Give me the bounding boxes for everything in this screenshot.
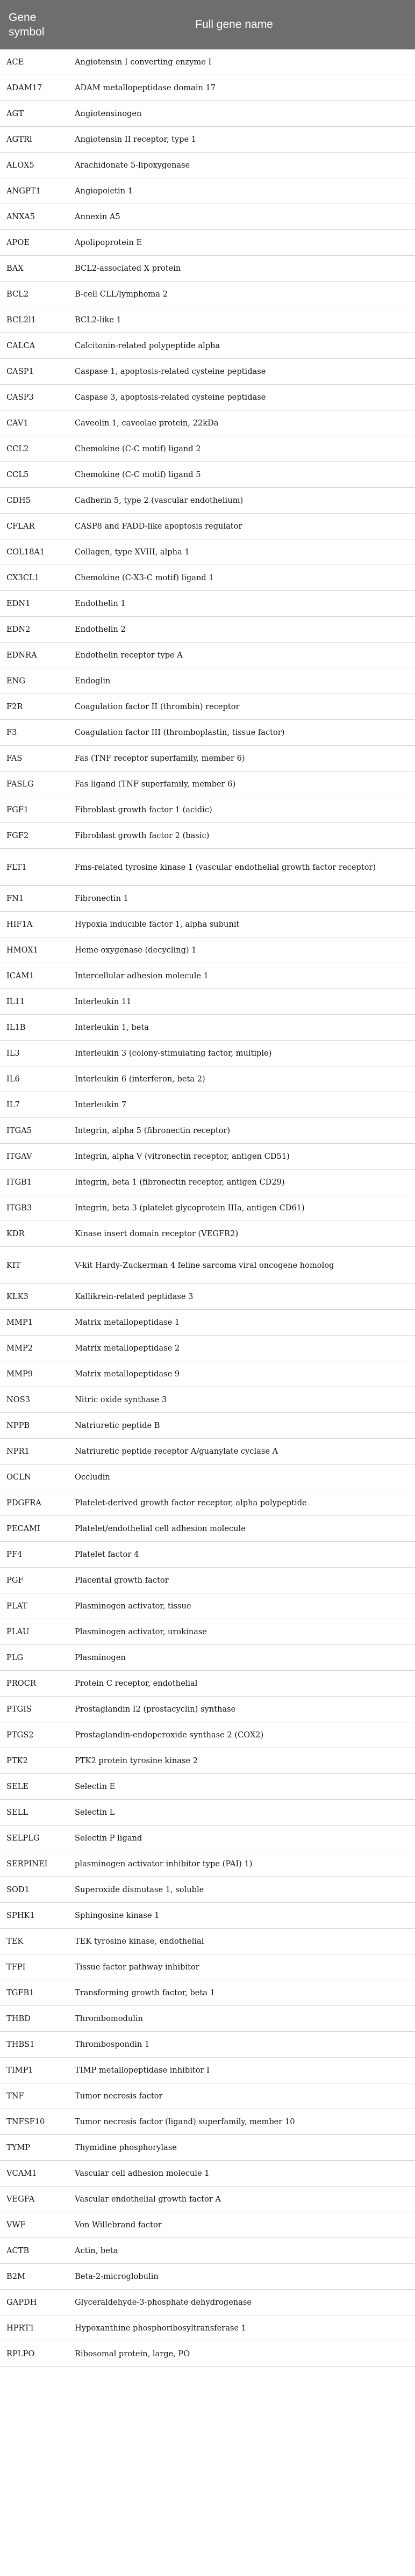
gene-name-cell: Chemokine (C-C motif) ligand 5 [75,470,201,479]
gene-name-cell: Occludin [75,1473,110,1482]
table-row [0,1877,415,1903]
gene-name-cell: ADAM metallopeptidase domain 17 [75,83,216,92]
header-gene-symbol: Gene symbol [9,11,45,38]
gene-name-cell: BCL2-like 1 [75,315,121,324]
table-row [0,797,415,823]
gene-symbol-cell: THBS1 [6,2040,35,2049]
gene-symbol-cell: FN1 [6,894,24,903]
gene-symbol-cell: KLK3 [6,1292,28,1301]
gene-name-cell: Cadherin 5, type 2 (vascular endothelium) [75,496,244,505]
table-row [0,101,415,127]
gene-name-cell: Interleukin 11 [75,997,132,1006]
table-row [0,2058,415,2083]
table-row [0,1619,415,1645]
table-row [0,617,415,643]
gene-name-cell: Thrombospondin 1 [75,2040,150,2049]
gene-symbol-cell: TFPI [6,1962,26,1972]
gene-symbol-cell: TNFSF10 [6,2117,45,2126]
table-row [0,2315,415,2341]
table-row [0,178,415,204]
gene-name-cell: Sphingosine kinase 1 [75,1911,160,1920]
gene-name-cell: Platelet/endothelial cell adhesion molecule [75,1524,246,1533]
table-row [0,1800,415,1825]
gene-symbol-cell: PDGFRA [6,1498,41,1507]
table-row [0,1015,415,1041]
gene-name-cell: Fas ligand (TNF superfamily, member 6) [75,780,236,789]
table-row [0,359,415,385]
table-row [0,1851,415,1877]
table-row [0,1490,415,1516]
gene-name-cell: Hypoxanthine phosphoribosyltransferase 1 [75,2324,246,2333]
gene-name-cell: Natriuretic peptide B [75,1421,160,1430]
table-row [0,2032,415,2058]
table-row [0,1464,415,1490]
table-row [0,436,415,462]
table-row [0,1387,415,1413]
gene-symbol-cell: TYMP [6,2143,31,2152]
table-row [0,1195,415,1221]
table-row [0,1361,415,1387]
gene-name-cell: Prostaglandin I2 (prostacyclin) synthase [75,1705,236,1714]
table-row [0,1170,415,1195]
table-row [0,539,415,565]
table-row [0,1929,415,1954]
gene-name-cell: Integrin, alpha 5 (fibronectin receptor) [75,1126,231,1135]
gene-symbol-cell: ACTB [6,2246,30,2255]
gene-name-cell: Ribosomal protein, large, PO [75,2349,190,2358]
gene-symbol-cell: MMP9 [6,1369,33,1379]
gene-symbol-cell: HPRT1 [6,2324,35,2333]
gene-symbol-cell: THBD [6,2014,31,2023]
table-row [0,462,415,488]
gene-name-cell: CASP8 and FADD-like apoptosis regulator [75,522,242,531]
gene-symbol-cell: PTGS2 [6,1730,34,1740]
table-row [0,230,415,256]
table-row [0,1980,415,2006]
gene-name-cell: Calcitonin-related polypeptide alpha [75,341,220,350]
gene-symbol-cell: AGT [6,109,24,118]
gene-name-cell: Interleukin 7 [75,1100,127,1109]
gene-symbol-cell: VCAM1 [6,2169,37,2178]
gene-name-cell: Fibroblast growth factor 1 (acidic) [75,805,212,814]
gene-name-cell: Actin, beta [75,2246,118,2255]
table-row [0,514,415,539]
gene-symbol-cell: MMP2 [6,1344,33,1353]
table-row [0,307,415,333]
gene-name-cell: Interleukin 3 (colony-stimulating factor, multiple) [75,1049,272,1058]
gene-symbol-cell: PECAMI [6,1524,40,1533]
gene-name-cell: Caveolin 1, caveolae protein, 22kDa [75,418,219,428]
gene-name-cell: Collagen, type XVIII, alpha 1 [75,547,190,557]
gene-symbol-cell: FGF1 [6,805,29,814]
table-row [0,1041,415,1066]
gene-symbol-cell: ITGB1 [6,1178,32,1187]
gene-name-cell: Platelet-derived growth factor receptor, alpha polypeptide [75,1498,307,1507]
gene-name-cell: Chemokine (C-X3-C motif) ligand 1 [75,573,214,582]
gene-symbol-cell: CASP3 [6,393,34,402]
gene-name-cell: Caspase 1, apoptosis-related cysteine peptidase [75,367,266,376]
table-row [0,668,415,694]
table-row [0,127,415,153]
gene-symbol-cell: FAS [6,754,23,763]
table-row [0,720,415,746]
table-row [0,989,415,1015]
table-row [0,963,415,989]
gene-symbol-cell: PGF [6,1576,24,1585]
table-row [0,746,415,771]
gene-name-cell: Endothelin 1 [75,599,126,608]
gene-symbol-cell: TIMP1 [6,2066,33,2075]
gene-name-cell: Fms-related tyrosine kinase 1 (vascular endothelial growth factor receptor) [75,862,376,872]
table-row [0,937,415,963]
gene-symbol-cell: TNF [6,2091,24,2101]
gene-name-cell: Interleukin 1, beta [75,1023,149,1032]
gene-symbol-cell: PTGIS [6,1705,32,1714]
gene-name-cell: Protein C receptor, endothelial [75,1679,198,1688]
gene-name-cell: Endoglin [75,676,111,686]
gene-name-cell: Nitric oxide synthase 3 [75,1395,167,1404]
gene-symbol-cell: BCL2l1 [6,315,37,324]
gene-symbol-cell: BCL2 [6,290,29,299]
gene-symbol-cell: ICAM1 [6,971,34,980]
gene-symbol-cell: CALCA [6,341,35,350]
table-row [0,1825,415,1851]
gene-name-cell: Plasminogen activator, tissue [75,1601,191,1611]
gene-symbol-cell: HIF1A [6,920,33,929]
gene-symbol-cell: TEK [6,1937,24,1946]
table-row [0,1336,415,1361]
table-header [0,0,415,49]
gene-symbol-cell: IL3 [6,1049,20,1058]
gene-name-cell: Fibronectin 1 [75,894,128,903]
gene-name-cell: Angiotensin II receptor, type 1 [75,135,197,144]
gene-name-cell: Endothelin 2 [75,625,126,634]
table-row [0,1645,415,1671]
gene-symbol-cell: AGTRl [6,135,32,144]
gene-name-cell: Heme oxygenase (decycling) 1 [75,946,197,955]
table-row [0,2006,415,2032]
table-row [0,823,415,849]
table-row [0,2135,415,2161]
gene-symbol-cell: SERPINEI [6,1859,48,1868]
gene-name-cell: TIMP metallopeptidase inhibitor I [75,2066,210,2075]
table-row [0,694,415,720]
table-row [0,2083,415,2109]
gene-symbol-cell: PLG [6,1653,24,1662]
table-row [0,2187,415,2212]
gene-name-cell: plasminogen activator inhibitor type (PAI) 1) [75,1859,253,1868]
table-row [0,771,415,797]
gene-symbol-cell: VEGFA [6,2195,35,2204]
table-row [0,333,415,359]
gene-name-cell: Vascular endothelial growth factor A [75,2195,221,2204]
gene-symbol-cell: ITGA5 [6,1126,32,1135]
gene-name-cell: Integrin, beta 1 (fibronectin receptor, antigen CD29) [75,1178,285,1187]
gene-symbol-cell: PLAU [6,1627,30,1636]
gene-symbol-cell: ALOX5 [6,161,34,170]
gene-symbol-cell: NPR1 [6,1447,30,1456]
gene-name-cell: Coagulation factor II (thrombin) receptor [75,702,240,711]
gene-name-cell: Interleukin 6 (interferon, beta 2) [75,1074,205,1084]
table-row [0,1310,415,1336]
table-row [0,49,415,75]
gene-name-cell: Fas (TNF receptor superfamily, member 6) [75,754,245,763]
table-row [0,1066,415,1092]
gene-name-cell: Hypoxia inducible factor 1, alpha subunit [75,920,240,929]
gene-symbol-cell: CASP1 [6,367,34,376]
gene-name-cell: Integrin, alpha V (vitronectin receptor, antigen CD51) [75,1152,290,1161]
gene-name-cell: Angiopoietin 1 [75,186,133,196]
table-row [0,282,415,307]
gene-name-cell: Matrix metallopeptidase 2 [75,1344,180,1353]
gene-symbol-cell: HMOX1 [6,946,39,955]
gene-name-cell: Endothelin receptor type A [75,651,183,660]
gene-symbol-cell: SELL [6,1808,28,1817]
table-row [0,849,415,886]
table-body [0,49,415,2367]
gene-symbol-cell: FASLG [6,780,34,789]
gene-name-cell: Plasminogen activator, urokinase [75,1627,207,1636]
table-row [0,385,415,410]
table-row [0,1593,415,1619]
gene-name-cell: Matrix metallopeptidase 1 [75,1318,180,1327]
table-row [0,2109,415,2135]
gene-name-cell: Thymidine phosphorylase [75,2143,177,2152]
table-row [0,886,415,912]
gene-symbol-cell: CDH5 [6,496,31,505]
gene-name-cell: Natriuretic peptide receptor A/guanylate cyclase A [75,1447,278,1456]
gene-symbol-cell: COL18A1 [6,547,45,557]
gene-name-cell: Kinase insert domain receptor (VEGFR2) [75,1229,239,1238]
gene-name-cell: Selectin P ligand [75,1834,142,1843]
gene-name-cell: Prostaglandin-endoperoxide synthase 2 (COX2) [75,1730,264,1740]
table-row [0,256,415,282]
table-row [0,2264,415,2290]
table-row [0,1903,415,1929]
gene-name-cell: Arachidonate 5-lipoxygenase [75,161,190,170]
gene-name-cell: Matrix metallopeptidase 9 [75,1369,180,1379]
table-row [0,1748,415,1774]
gene-name-cell: V-kit Hardy-Zuckerman 4 feline sarcoma viral oncogene homolog [75,1260,334,1270]
gene-symbol-cell: SELE [6,1782,28,1791]
gene-name-cell: Annexin A5 [75,212,120,221]
gene-symbol-cell: ANGPT1 [6,186,41,196]
gene-name-cell: Beta-2-microglobulin [75,2272,159,2281]
gene-symbol-cell: F3 [6,728,17,737]
gene-symbol-cell: ACE [6,57,24,67]
gene-name-cell: Intercellular adhesion molecule 1 [75,971,209,980]
table-row [0,204,415,230]
table-row [0,912,415,937]
table-row [0,2341,415,2367]
table-row [0,1092,415,1118]
gene-symbol-cell: IL1B [6,1023,26,1032]
gene-symbol-cell: CFLAR [6,522,35,531]
gene-name-cell: TEK tyrosine kinase, endothelial [75,1937,204,1946]
table-row [0,488,415,514]
gene-symbol-cell: ITGB3 [6,1203,32,1213]
gene-symbol-cell: CCL2 [6,444,29,453]
gene-symbol-cell: ADAM17 [6,83,42,92]
table-row [0,2212,415,2238]
gene-symbol-cell: MMP1 [6,1318,33,1327]
table-row [0,1671,415,1697]
gene-name-cell: PTK2 protein tyrosine kinase 2 [75,1756,198,1765]
gene-name-cell: Angiotensinogen [75,109,142,118]
gene-name-cell: Apolipoprotein E [75,238,142,247]
gene-name-cell: Glyceraldehyde-3-phosphate dehydrogenase [75,2298,252,2307]
gene-symbol-cell: RPLPO [6,2349,35,2358]
table-row [0,1774,415,1800]
gene-name-cell: B-cell CLL/lymphoma 2 [75,290,168,299]
gene-symbol-cell: B2M [6,2272,25,2281]
gene-symbol-cell: EDNRA [6,651,37,660]
gene-symbol-cell: BAX [6,264,24,273]
table-row [0,2238,415,2264]
table-row [0,2161,415,2187]
gene-symbol-cell: TGFB1 [6,1988,34,1997]
table-row [0,1413,415,1439]
gene-name-cell: Vascular cell adhesion molecule 1 [75,2169,210,2178]
gene-name-cell: Fibroblast growth factor 2 (basic) [75,831,210,840]
gene-symbol-cell: IL7 [6,1100,20,1109]
table-row [0,1516,415,1542]
gene-symbol-cell: F2R [6,702,23,711]
gene-symbol-cell: PF4 [6,1550,23,1559]
table-row [0,1284,415,1310]
gene-name-cell: Chemokine (C-C motif) ligand 2 [75,444,201,453]
gene-symbol-cell: SELPLG [6,1834,40,1843]
table-row [0,153,415,178]
table-row [0,1697,415,1722]
gene-name-cell: Selectin L [75,1808,115,1817]
table-row [0,1439,415,1464]
gene-symbol-cell: SPHK1 [6,1911,35,1920]
gene-name-cell: Plasminogen [75,1653,126,1662]
gene-name-cell: Tissue factor pathway inhibitor [75,1962,199,1972]
gene-name-cell: Tumor necrosis factor [75,2091,163,2101]
gene-symbol-cell: OCLN [6,1473,31,1482]
gene-symbol-cell: CCL5 [6,470,29,479]
gene-name-cell: Tumor necrosis factor (ligand) superfamily, member 10 [75,2117,295,2126]
gene-name-cell: Selectin E [75,1782,116,1791]
gene-symbol-cell: ENG [6,676,26,686]
gene-name-cell: Platelet factor 4 [75,1550,139,1559]
table-row [0,1542,415,1568]
header-full-gene-name: Full gene name [195,18,273,31]
gene-symbol-cell: KIT [6,1260,21,1270]
gene-name-cell: Thrombomodulin [75,2014,143,2023]
gene-name-cell: Caspase 3, apoptosis-related cysteine peptidase [75,393,266,402]
table-row [0,1118,415,1144]
gene-name-cell: Transforming growth factor, beta 1 [75,1988,215,1997]
gene-symbol-cell: FLT1 [6,862,27,872]
gene-symbol-cell: ITGAV [6,1152,32,1161]
gene-symbol-cell: EDN1 [6,599,31,608]
gene-symbol-cell: GAPDH [6,2298,37,2307]
table-row [0,75,415,101]
table-row [0,1954,415,1980]
table-row [0,591,415,617]
table-row [0,1568,415,1593]
gene-symbol-cell: VWF [6,2220,26,2229]
gene-name-cell: Coagulation factor III (thromboplastin, tissue factor) [75,728,285,737]
table-row [0,643,415,668]
gene-symbol-cell: KDR [6,1229,25,1238]
gene-name-cell: Von Willebrand factor [75,2220,162,2229]
gene-name-cell: Kallikrein-related peptidase 3 [75,1292,194,1301]
table-row [0,1247,415,1284]
gene-symbol-cell: ANXA5 [6,212,35,221]
gene-symbol-cell: CX3CL1 [6,573,39,582]
table-row [0,1144,415,1170]
table-row [0,1722,415,1748]
table-row [0,565,415,591]
gene-name-cell: Placental growth factor [75,1576,169,1585]
gene-symbol-cell: PTK2 [6,1756,28,1765]
gene-symbol-cell: PROCR [6,1679,36,1688]
gene-symbol-cell: NOS3 [6,1395,31,1404]
table-row [0,410,415,436]
gene-symbol-cell: NPPB [6,1421,30,1430]
gene-symbol-cell: APOE [6,238,30,247]
gene-name-cell: Superoxide dismutase 1, soluble [75,1885,204,1894]
gene-symbol-cell: CAV1 [6,418,28,428]
gene-symbol-cell: SOD1 [6,1885,30,1894]
gene-name-cell: Angiotensin I converting enzyme I [75,57,212,67]
gene-symbol-cell: IL11 [6,997,25,1006]
table-row [0,1221,415,1247]
table-row [0,2290,415,2315]
gene-symbol-cell: IL6 [6,1074,20,1084]
gene-name-cell: BCL2-associated X protein [75,264,181,273]
gene-name-cell: Integrin, beta 3 (platelet glycoprotein IIIa, antigen CD61) [75,1203,305,1213]
gene-symbol-cell: FGF2 [6,831,29,840]
gene-symbol-cell: PLAT [6,1601,27,1611]
gene-symbol-cell: EDN2 [6,625,31,634]
